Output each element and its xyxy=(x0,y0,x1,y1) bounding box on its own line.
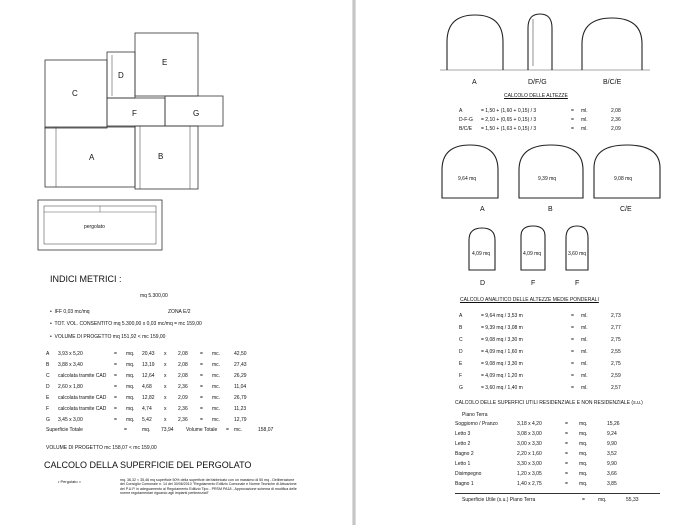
pond-row xyxy=(459,346,631,358)
indici-cell-eq: = xyxy=(114,405,117,412)
sup-cell-l: Bagno 2 xyxy=(455,451,474,457)
arch-mid-ce-label: C/E xyxy=(620,206,632,213)
sup-cell-eq: = xyxy=(565,451,568,457)
indici-cell-eq: = xyxy=(114,383,117,390)
pond-cell-v: 2,75 xyxy=(611,361,621,367)
sup-cell-u: mq. xyxy=(579,481,588,487)
sup-cell-v: 3,85 xyxy=(607,481,617,487)
iff-label: • IFF 0,03 mc/mq xyxy=(50,309,90,315)
indici-cell-l: F xyxy=(46,405,50,412)
indici-cell-u: mq. xyxy=(126,416,135,423)
plan-label-f: F xyxy=(132,109,137,118)
pond-cell-v: 2,57 xyxy=(611,385,621,391)
sup-cell-v: 9,24 xyxy=(607,431,617,437)
pond-cell-v: 2,75 xyxy=(611,337,621,343)
pond-cell-l: B xyxy=(459,325,463,331)
sup-row xyxy=(455,469,629,479)
indici-cell-v: 27,43 xyxy=(234,361,247,368)
calc-alt-cell-v: 2,08 xyxy=(611,107,621,114)
pond-cell-v: 2,77 xyxy=(611,325,621,331)
plan-label-pergolato: pergolato xyxy=(84,224,105,230)
indici-row xyxy=(46,392,254,403)
pond-cell-u: ml. xyxy=(581,337,588,343)
indici-cell-u2: mc. xyxy=(212,372,221,379)
calc-alt-cell-eq: = xyxy=(571,107,574,114)
pond-cell-u: ml. xyxy=(581,385,588,391)
indici-cell-u: mq. xyxy=(126,405,135,412)
indici-cell-x: x xyxy=(164,361,167,368)
indici-cell-u: mq. xyxy=(126,383,135,390)
pond-cell-f: = 4,09 mq / 1,60 m xyxy=(481,349,523,355)
arch-mid-a-label: A xyxy=(480,206,485,213)
top-label-a: A xyxy=(472,79,477,86)
pond-cell-f: = 4,09 mq / 1,20 m xyxy=(481,373,523,379)
calc-alt-cell-l: B/C/E xyxy=(459,125,473,132)
calc-alt-cell-u: ml. xyxy=(581,107,588,114)
indici-cell-l: D xyxy=(46,383,50,390)
indici-cell-v: 11,23 xyxy=(234,405,247,412)
indici-cell-x: x xyxy=(164,372,167,379)
arch-mid-a xyxy=(442,145,498,198)
indici-cell-e2: = xyxy=(200,350,203,357)
vol-totale-value: 158,07 xyxy=(258,427,274,433)
sup-cell-f: 3,18 x 4,20 xyxy=(517,421,542,427)
vol-totale-eq: = xyxy=(226,427,229,433)
sup-cell-eq: = xyxy=(565,461,568,467)
calc-alt-title: CALCOLO DELLE ALTEZZE xyxy=(504,93,568,99)
indici-cell-s: 12,64 xyxy=(142,372,155,379)
vol-prog-line: VOLUME DI PROGETTO mc 158,07 < mc 159,00 xyxy=(46,445,157,451)
sup-totale-label: Superficie Totale xyxy=(46,427,83,433)
calc-alt-cell-u: ml. xyxy=(581,125,588,132)
indici-cell-f: 2,60 x 1,80 xyxy=(58,383,83,390)
sup-cell-u: mq. xyxy=(579,461,588,467)
pond-row xyxy=(459,358,631,370)
indici-cell-s: 12,82 xyxy=(142,394,155,401)
indici-cell-u: mq. xyxy=(126,372,135,379)
pond-row xyxy=(459,334,631,346)
sup-cell-v: 9,90 xyxy=(607,441,617,447)
indici-title: INDICI METRICI : xyxy=(50,274,122,284)
calc-alt-cell-v: 2,36 xyxy=(611,116,621,123)
sup-total-label: Superficie Utile (s.u.) Piano Terra xyxy=(462,497,536,503)
sup-cell-f: 3,30 x 3,00 xyxy=(517,461,542,467)
calc-alt-row xyxy=(459,115,631,124)
arch-small-f2 xyxy=(566,226,588,270)
indici-table xyxy=(46,348,254,425)
pond-cell-u: ml. xyxy=(581,349,588,355)
calc-alt-table xyxy=(459,106,631,133)
indici-cell-u2: mc. xyxy=(212,394,221,401)
indici-cell-u2: mc. xyxy=(212,350,221,357)
indici-cell-e2: = xyxy=(200,416,203,423)
indici-cell-x: x xyxy=(164,416,167,423)
sup-cell-v: 15,26 xyxy=(607,421,620,427)
arch-small-d xyxy=(469,228,495,270)
arch-mid-b-label: B xyxy=(548,206,553,213)
plan-room-b xyxy=(135,126,198,189)
plan-label-g: G xyxy=(193,109,200,118)
indici-cell-v: 26,79 xyxy=(234,394,247,401)
sup-cell-l: Letto 1 xyxy=(455,461,471,467)
sup-divider xyxy=(455,493,660,494)
piano-label: Piano Terra xyxy=(462,412,488,418)
section-arch-bce xyxy=(582,18,642,70)
iff-value: IFF 0,03 mc/mq xyxy=(54,309,90,315)
arch-small-d-text: 4,09 mq xyxy=(472,251,491,257)
vol-prog-text: VOLUME DI PROGETTO mq 151,92 < mc 159,00 xyxy=(54,334,166,340)
pond-cell-eq: = xyxy=(571,349,574,355)
sup-cell-v: 3,52 xyxy=(607,451,617,457)
indici-area: mq 5.300,00 xyxy=(140,293,168,299)
arch-mid-b xyxy=(519,145,583,198)
arch-mid-ce-text: 9,08 mq xyxy=(614,176,633,182)
indici-cell-h: 2,08 xyxy=(178,361,188,368)
indici-cell-x: x xyxy=(164,383,167,390)
pond-cell-eq: = xyxy=(571,373,574,379)
tot-vol: • TOT. VOL. CONSENTITO mq 5.300,00 x 0,03 mc/mq = mc 159,00 xyxy=(50,321,202,327)
sup-cell-l: Disimpegno xyxy=(455,471,482,477)
indici-cell-e2: = xyxy=(200,361,203,368)
sup-row xyxy=(455,419,629,429)
arch-mid-b-text: 9,39 mq xyxy=(538,176,557,182)
sup-row xyxy=(455,449,629,459)
sup-cell-f: 1,40 x 2,75 xyxy=(517,481,542,487)
sup-cell-v: 9,90 xyxy=(607,461,617,467)
indici-cell-s: 4,68 xyxy=(142,383,152,390)
pergolato-label: • Pergolato = xyxy=(58,479,82,484)
plan-label-e: E xyxy=(162,58,168,67)
sup-cell-l: Letto 3 xyxy=(455,431,471,437)
pond-cell-eq: = xyxy=(571,337,574,343)
pond-cell-eq: = xyxy=(571,385,574,391)
sup-cell-l: Letto 2 xyxy=(455,441,471,447)
pond-table xyxy=(459,310,631,394)
pond-cell-l: A xyxy=(459,313,463,319)
pond-cell-eq: = xyxy=(571,361,574,367)
indici-cell-f: 3,88 x 3,40 xyxy=(58,361,83,368)
pond-cell-l: C xyxy=(459,337,463,343)
pond-cell-l: F xyxy=(459,373,463,379)
calc-alt-cell-u: ml. xyxy=(581,116,588,123)
indici-row xyxy=(46,403,254,414)
pond-row xyxy=(459,370,631,382)
sup-cell-f: 3,08 x 3,00 xyxy=(517,431,542,437)
indici-cell-x: x xyxy=(164,394,167,401)
sup-cell-eq: = xyxy=(565,471,568,477)
arch-mid-ce xyxy=(594,145,660,198)
sup-cell-f: 2,20 x 1,60 xyxy=(517,451,542,457)
sup-totale-unit: mq. xyxy=(142,427,151,433)
indici-cell-f: calcolata tramite CAD xyxy=(58,394,107,401)
sup-row xyxy=(455,459,629,469)
indici-cell-s: 20,43 xyxy=(142,350,155,357)
indici-cell-l: E xyxy=(46,394,50,401)
pond-cell-l: D xyxy=(459,349,463,355)
pond-cell-f: = 3,60 mq / 1,40 m xyxy=(481,385,523,391)
indici-cell-eq: = xyxy=(114,416,117,423)
calc-alt-cell-f: = 1,50 + (1,60 + 0,15) / 3 xyxy=(481,107,537,114)
plan-label-b: B xyxy=(158,152,164,161)
indici-cell-x: x xyxy=(164,350,167,357)
indici-cell-eq: = xyxy=(114,394,117,401)
indici-cell-e2: = xyxy=(200,405,203,412)
pond-cell-u: ml. xyxy=(581,361,588,367)
indici-cell-u: mq. xyxy=(126,361,135,368)
vol-prog: • VOLUME DI PROGETTO mq 151,92 < mc 159,00 xyxy=(50,334,166,340)
calc-alt-cell-f: = 1,50 + (1,63 + 0,15) / 3 xyxy=(481,125,537,132)
pond-cell-l: E xyxy=(459,361,463,367)
tot-vol-text: TOT. VOL. CONSENTITO mq 5.300,00 x 0,03 mc/mq = mc 159,00 xyxy=(54,321,202,327)
calc-alt-row xyxy=(459,124,631,133)
zona-label: ZONA E/2 xyxy=(168,309,191,315)
indici-cell-u: mq. xyxy=(126,350,135,357)
arch-small-f2-label: F xyxy=(575,280,580,287)
pond-cell-v: 2,73 xyxy=(611,313,621,319)
indici-cell-v: 26,29 xyxy=(234,372,247,379)
indici-cell-e2: = xyxy=(200,394,203,401)
pond-cell-u: ml. xyxy=(581,373,588,379)
vol-totale-label: Volume Totale xyxy=(186,427,218,433)
sup-table xyxy=(455,419,629,489)
sup-cell-f: 1,20 x 3,05 xyxy=(517,471,542,477)
arch-small-f1-label: F xyxy=(531,280,536,287)
pond-cell-f: = 9,08 mq / 3,30 m xyxy=(481,361,523,367)
indici-cell-h: 2,09 xyxy=(178,394,188,401)
pond-cell-v: 2,55 xyxy=(611,349,621,355)
indici-cell-eq: = xyxy=(114,372,117,379)
arch-small-d-label: D xyxy=(480,280,486,287)
indici-cell-u2: mc. xyxy=(212,416,221,423)
sup-cell-eq: = xyxy=(565,441,568,447)
calc-alt-cell-l: A xyxy=(459,107,463,114)
pond-cell-v: 2,59 xyxy=(611,373,621,379)
indici-cell-eq: = xyxy=(114,361,117,368)
sup-title: CALCOLO DELLE SUPERFICI UTILI RESIDENZIALE E NON RESIDENZIALE (s.u.) xyxy=(455,400,643,406)
sup-row xyxy=(455,439,629,449)
indici-cell-h: 2,36 xyxy=(178,405,188,412)
sup-cell-eq: = xyxy=(565,481,568,487)
pond-cell-f: = 9,39 mq / 3,08 m xyxy=(481,325,523,331)
pergolato-title: CALCOLO DELLA SUPERFICIE DEL PERGOLATO xyxy=(44,460,252,470)
sup-total-unit: mq. xyxy=(598,497,607,503)
calc-alt-cell-eq: = xyxy=(571,125,574,132)
indici-cell-s: 5,42 xyxy=(142,416,152,423)
pergolato-label-text: Pergolato = xyxy=(60,479,82,484)
sup-cell-u: mq. xyxy=(579,451,588,457)
indici-row xyxy=(46,359,254,370)
arch-small-f1-text: 4,09 mq xyxy=(523,251,542,257)
indici-cell-s: 4,74 xyxy=(142,405,152,412)
pond-cell-eq: = xyxy=(571,313,574,319)
pond-title: CALCOLO ANALITICO DELLE ALTEZZE MEDIE PONDERALI xyxy=(460,297,599,303)
sup-totale-eq: = xyxy=(124,427,127,433)
indici-cell-e2: = xyxy=(200,383,203,390)
pond-row xyxy=(459,382,631,394)
arch-small-f1 xyxy=(521,226,545,270)
pond-cell-u: ml. xyxy=(581,325,588,331)
indici-cell-f: calcolata tramite CAD xyxy=(58,372,107,379)
indici-cell-h: 2,36 xyxy=(178,416,188,423)
plan-label-d: D xyxy=(118,71,124,80)
indici-cell-e2: = xyxy=(200,372,203,379)
section-arch-dfg xyxy=(528,14,552,70)
sup-cell-u: mq. xyxy=(579,431,588,437)
sup-row xyxy=(455,479,629,489)
pond-cell-f: = 9,64 mq / 3,53 m xyxy=(481,313,523,319)
indici-cell-h: 2,08 xyxy=(178,350,188,357)
calc-alt-cell-f: = 2,10 + (0,65 + 0,15) / 3 xyxy=(481,116,537,123)
sup-cell-l: Bagno 1 xyxy=(455,481,474,487)
calc-alt-cell-l: D-F-G xyxy=(459,116,473,123)
section-arch-a xyxy=(447,15,503,70)
indici-cell-u2: mc. xyxy=(212,361,221,368)
pond-cell-u: ml. xyxy=(581,313,588,319)
sup-cell-v: 3,66 xyxy=(607,471,617,477)
vol-totale-unit: mc. xyxy=(234,427,243,433)
top-label-bce: B/C/E xyxy=(603,79,622,86)
calc-alt-cell-v: 2,09 xyxy=(611,125,621,132)
indici-cell-l: G xyxy=(46,416,50,423)
pond-row xyxy=(459,310,631,322)
indici-cell-h: 2,36 xyxy=(178,383,188,390)
pond-cell-l: G xyxy=(459,385,463,391)
sup-cell-eq: = xyxy=(565,431,568,437)
indici-cell-l: A xyxy=(46,350,50,357)
sup-total-value: 55,33 xyxy=(626,497,639,503)
right-page xyxy=(356,0,700,525)
sup-cell-u: mq. xyxy=(579,421,588,427)
pond-cell-eq: = xyxy=(571,325,574,331)
indici-cell-f: 3,93 x 5,20 xyxy=(58,350,83,357)
indici-cell-h: 2,08 xyxy=(178,372,188,379)
arch-small-f2-text: 3,60 mq xyxy=(568,251,587,257)
pergolato-note: mq. 36,32 < 35,46 mq superficie 50% della superficie del fabbricato con un massimo di 50 mq - Deliberazione del Consiglio Comunale n. 14 del 30/06/2010 "Regolamento Edilizio Comunale e Norme Tecniche di Attuazione del P.U.P. in adeguamento al Regolamento Edilizio Tipo - PRSM PA18 - Approvazione schema di modifica delle norme regolamentari riguardo agli impianti pertinenziali" xyxy=(120,478,297,496)
sup-cell-u: mq. xyxy=(579,471,588,477)
pond-cell-f: = 9,08 mq / 3,30 m xyxy=(481,337,523,343)
indici-cell-v: 12,79 xyxy=(234,416,247,423)
sup-cell-f: 3,00 x 3,30 xyxy=(517,441,542,447)
sup-cell-l: Soggiorno / Pranzo xyxy=(455,421,498,427)
plan-label-c: C xyxy=(72,89,78,98)
indici-cell-v: 11,04 xyxy=(234,383,247,390)
indici-cell-v: 42,50 xyxy=(234,350,247,357)
indici-row xyxy=(46,370,254,381)
indici-cell-u: mq. xyxy=(126,394,135,401)
indici-cell-l: B xyxy=(46,361,50,368)
indici-cell-s: 13,19 xyxy=(142,361,155,368)
indici-cell-u2: mc. xyxy=(212,405,221,412)
indici-cell-u2: mc. xyxy=(212,383,221,390)
sup-cell-u: mq. xyxy=(579,441,588,447)
sup-cell-eq: = xyxy=(565,421,568,427)
sup-row xyxy=(455,429,629,439)
arch-mid-a-text: 9,64 mq xyxy=(458,176,477,182)
top-label-dfg: D/F/G xyxy=(528,79,547,86)
sup-total-eq: = xyxy=(582,497,585,503)
indici-cell-f: 3,45 x 3,00 xyxy=(58,416,83,423)
calc-alt-row xyxy=(459,106,631,115)
indici-row xyxy=(46,348,254,359)
sup-totale-value: 73,94 xyxy=(161,427,174,433)
pond-row xyxy=(459,322,631,334)
indici-cell-l: C xyxy=(46,372,50,379)
calc-alt-cell-eq: = xyxy=(571,116,574,123)
indici-row xyxy=(46,414,254,425)
indici-cell-x: x xyxy=(164,405,167,412)
indici-cell-eq: = xyxy=(114,350,117,357)
indici-row xyxy=(46,381,254,392)
plan-label-a: A xyxy=(89,153,95,162)
indici-cell-f: calcolata tramite CAD xyxy=(58,405,107,412)
